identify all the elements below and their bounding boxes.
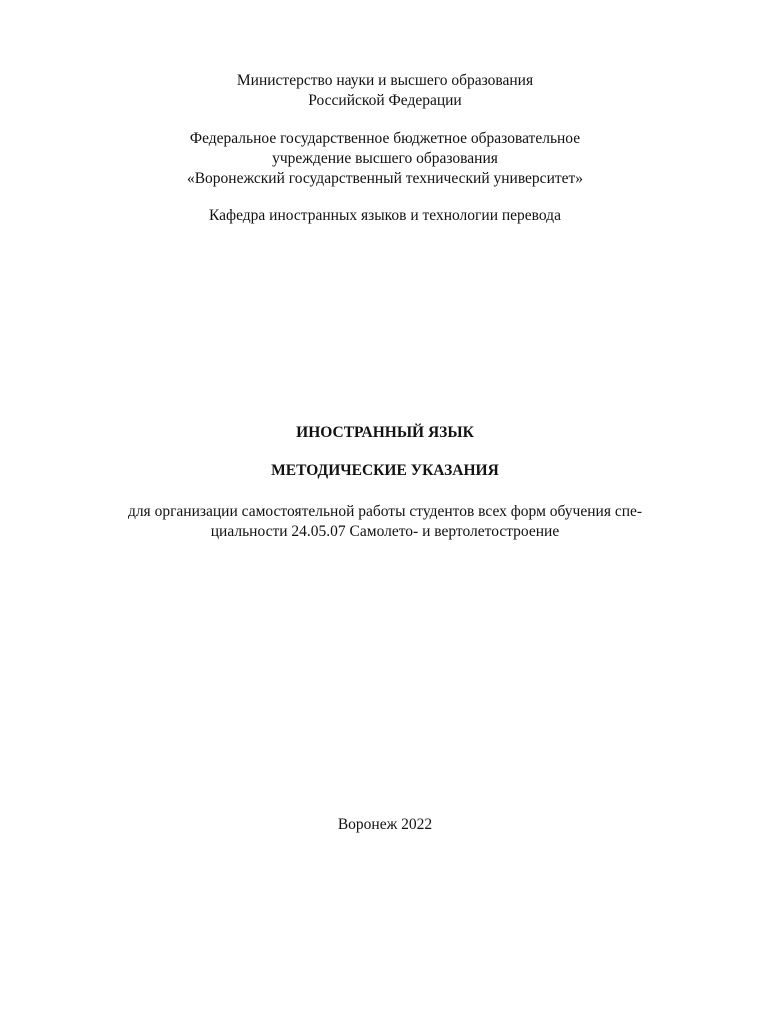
purpose-line-2: циальности 24.05.07 Самолето- и вертолетостроение: [210, 523, 560, 540]
ministry-line-1: Министерство науки и высшего образования: [236, 72, 534, 89]
document-purpose: [0, 502, 770, 542]
city-year-text: Воронеж 2022: [337, 816, 433, 833]
department-heading: [0, 206, 770, 226]
institution-line-2: учреждение высшего образования: [272, 150, 498, 167]
institution-heading: [0, 129, 770, 189]
document-subtitle-text: МЕТОДИЧЕСКИЕ УКАЗАНИЯ: [271, 462, 499, 479]
department-line: Кафедра иностранных языков и технологии перевода: [209, 207, 561, 224]
institution-line-1: Федеральное государственное бюджетное образовательное: [189, 130, 581, 147]
city-year: [0, 815, 770, 835]
document-title: [0, 423, 770, 443]
ministry-line-2: Российской Федерации: [308, 92, 462, 109]
purpose-line-1: для организации самостоятельной работы студентов всех форм обучения спе-: [127, 503, 643, 520]
document-subtitle: [0, 461, 770, 481]
ministry-heading: [0, 71, 770, 111]
document-title-text: ИНОСТРАННЫЙ ЯЗЫК: [296, 424, 474, 441]
institution-line-3: «Воронежский государственный технический университет»: [186, 170, 584, 187]
